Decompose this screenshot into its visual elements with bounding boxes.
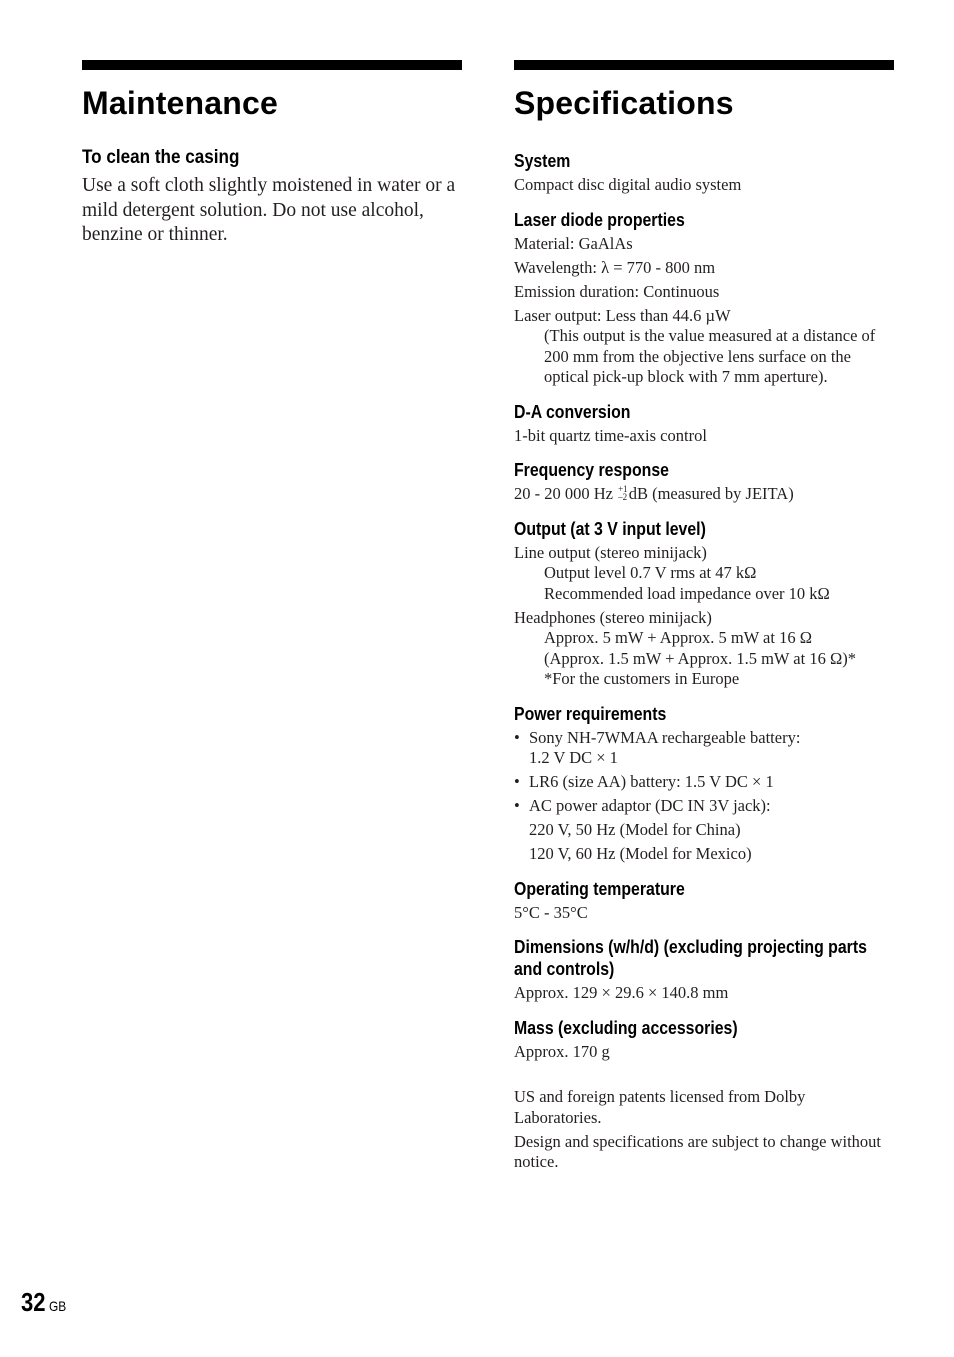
page-language: GB	[48, 1298, 67, 1314]
spec-heading: Power requirements	[514, 703, 667, 724]
clean-casing-text: Use a soft cloth slightly moistened in water or a mild detergent solution. Do not use alcohol, benzine or thinner.	[82, 175, 456, 245]
spec-value: 1-bit quartz time-axis control	[514, 425, 707, 445]
laser-output-note: (This output is the value measured at a distance of 200 mm from the objective lens surface on the optical pick-up block with 7 mm aperture).	[544, 326, 876, 386]
spec-value: Approx. 129 × 29.6 × 140.8 mm	[514, 983, 729, 1002]
maintenance-column	[82, 60, 462, 248]
freq-unit: dB (measured by JEITA)	[628, 484, 794, 503]
spec-value	[514, 484, 894, 505]
bullet: •	[514, 796, 520, 815]
spec-da-conversion	[514, 401, 894, 447]
section-rule	[82, 60, 462, 70]
spec-system	[514, 150, 894, 196]
bullet: •	[514, 727, 520, 747]
spec-frequency	[514, 459, 894, 505]
spec-mass	[514, 1017, 894, 1063]
power-item-text: AC power adaptor (DC IN 3V jack):	[529, 796, 771, 815]
spec-heading: Operating temperature	[514, 878, 685, 899]
spec-value	[514, 306, 894, 388]
power-item-text: LR6 (size AA) battery: 1.5 V DC × 1	[529, 772, 774, 791]
tol-minus: –2	[618, 492, 628, 502]
spec-dimensions	[514, 936, 894, 1004]
spec-value	[514, 608, 894, 690]
spec-output	[514, 518, 894, 690]
spec-value: 5°C - 35°C	[514, 902, 588, 922]
power-item	[514, 772, 894, 793]
page-number	[21, 1287, 66, 1318]
spec-value: Material: GaAlAs	[514, 233, 633, 253]
headphones-output: Headphones (stereo minijack)	[514, 607, 712, 627]
spec-value: Emission duration: Continuous	[514, 281, 720, 301]
power-item-text: Sony NH-7WMAA rechargeable battery:	[529, 727, 801, 747]
power-item	[514, 728, 894, 769]
section-rule	[514, 60, 894, 70]
spec-value: Compact disc digital audio system	[514, 175, 742, 194]
specifications-title: Specifications	[514, 85, 734, 121]
spec-value	[514, 543, 894, 605]
line-output-level: Output level 0.7 V rms at 47 kΩ	[544, 563, 757, 582]
spec-value: Approx. 170 g	[514, 1041, 610, 1061]
specifications-column	[514, 60, 894, 1173]
spec-value: Wavelength: λ = 770 - 800 nm	[514, 257, 716, 277]
power-item-china: 220 V, 50 Hz (Model for China)	[529, 820, 741, 839]
europe-footnote: *For the customers in Europe	[544, 669, 740, 688]
bullet: •	[514, 772, 520, 791]
spec-laser	[514, 209, 894, 388]
spec-power	[514, 703, 894, 865]
line-output: Line output (stereo minijack)	[514, 542, 707, 562]
change-notice: Design and specifications are subject to change without notice.	[514, 1131, 882, 1171]
spec-heading: System	[514, 151, 571, 171]
power-item-value: 1.2 V DC × 1	[529, 748, 618, 767]
freq-tolerance	[618, 485, 628, 501]
clean-casing-heading: To clean the casing	[82, 147, 240, 168]
spec-heading: Frequency response	[514, 460, 669, 480]
patent-notice: US and foreign patents licensed from Dolby Laboratories.	[514, 1087, 806, 1127]
line-output-load: Recommended load impedance over 10 kΩ	[544, 583, 830, 603]
headphones-level: Approx. 5 mW + Approx. 5 mW at 16 Ω	[544, 628, 812, 647]
page-number-value: 32	[21, 1287, 46, 1317]
spec-heading: Mass (excluding accessories)	[514, 1017, 738, 1038]
spec-heading: Laser diode properties	[514, 209, 685, 230]
laser-output: Laser output: Less than 44.6 µW	[514, 305, 731, 325]
spec-heading: D-A conversion	[514, 401, 631, 422]
spec-heading: Output (at 3 V input level)	[514, 518, 706, 539]
maintenance-title: Maintenance	[82, 85, 279, 121]
freq-range: 20 - 20 000 Hz	[514, 484, 613, 503]
spec-heading: Dimensions (w/h/d) (excluding projecting parts and controls)	[514, 937, 867, 979]
power-item	[514, 796, 894, 817]
headphones-level-europe: (Approx. 1.5 mW + Approx. 1.5 mW at 16 Ω)*	[544, 648, 856, 668]
power-item-mexico: 120 V, 60 Hz (Model for Mexico)	[529, 844, 752, 863]
tol-plus: +1	[618, 484, 628, 494]
spec-temperature	[514, 878, 894, 924]
